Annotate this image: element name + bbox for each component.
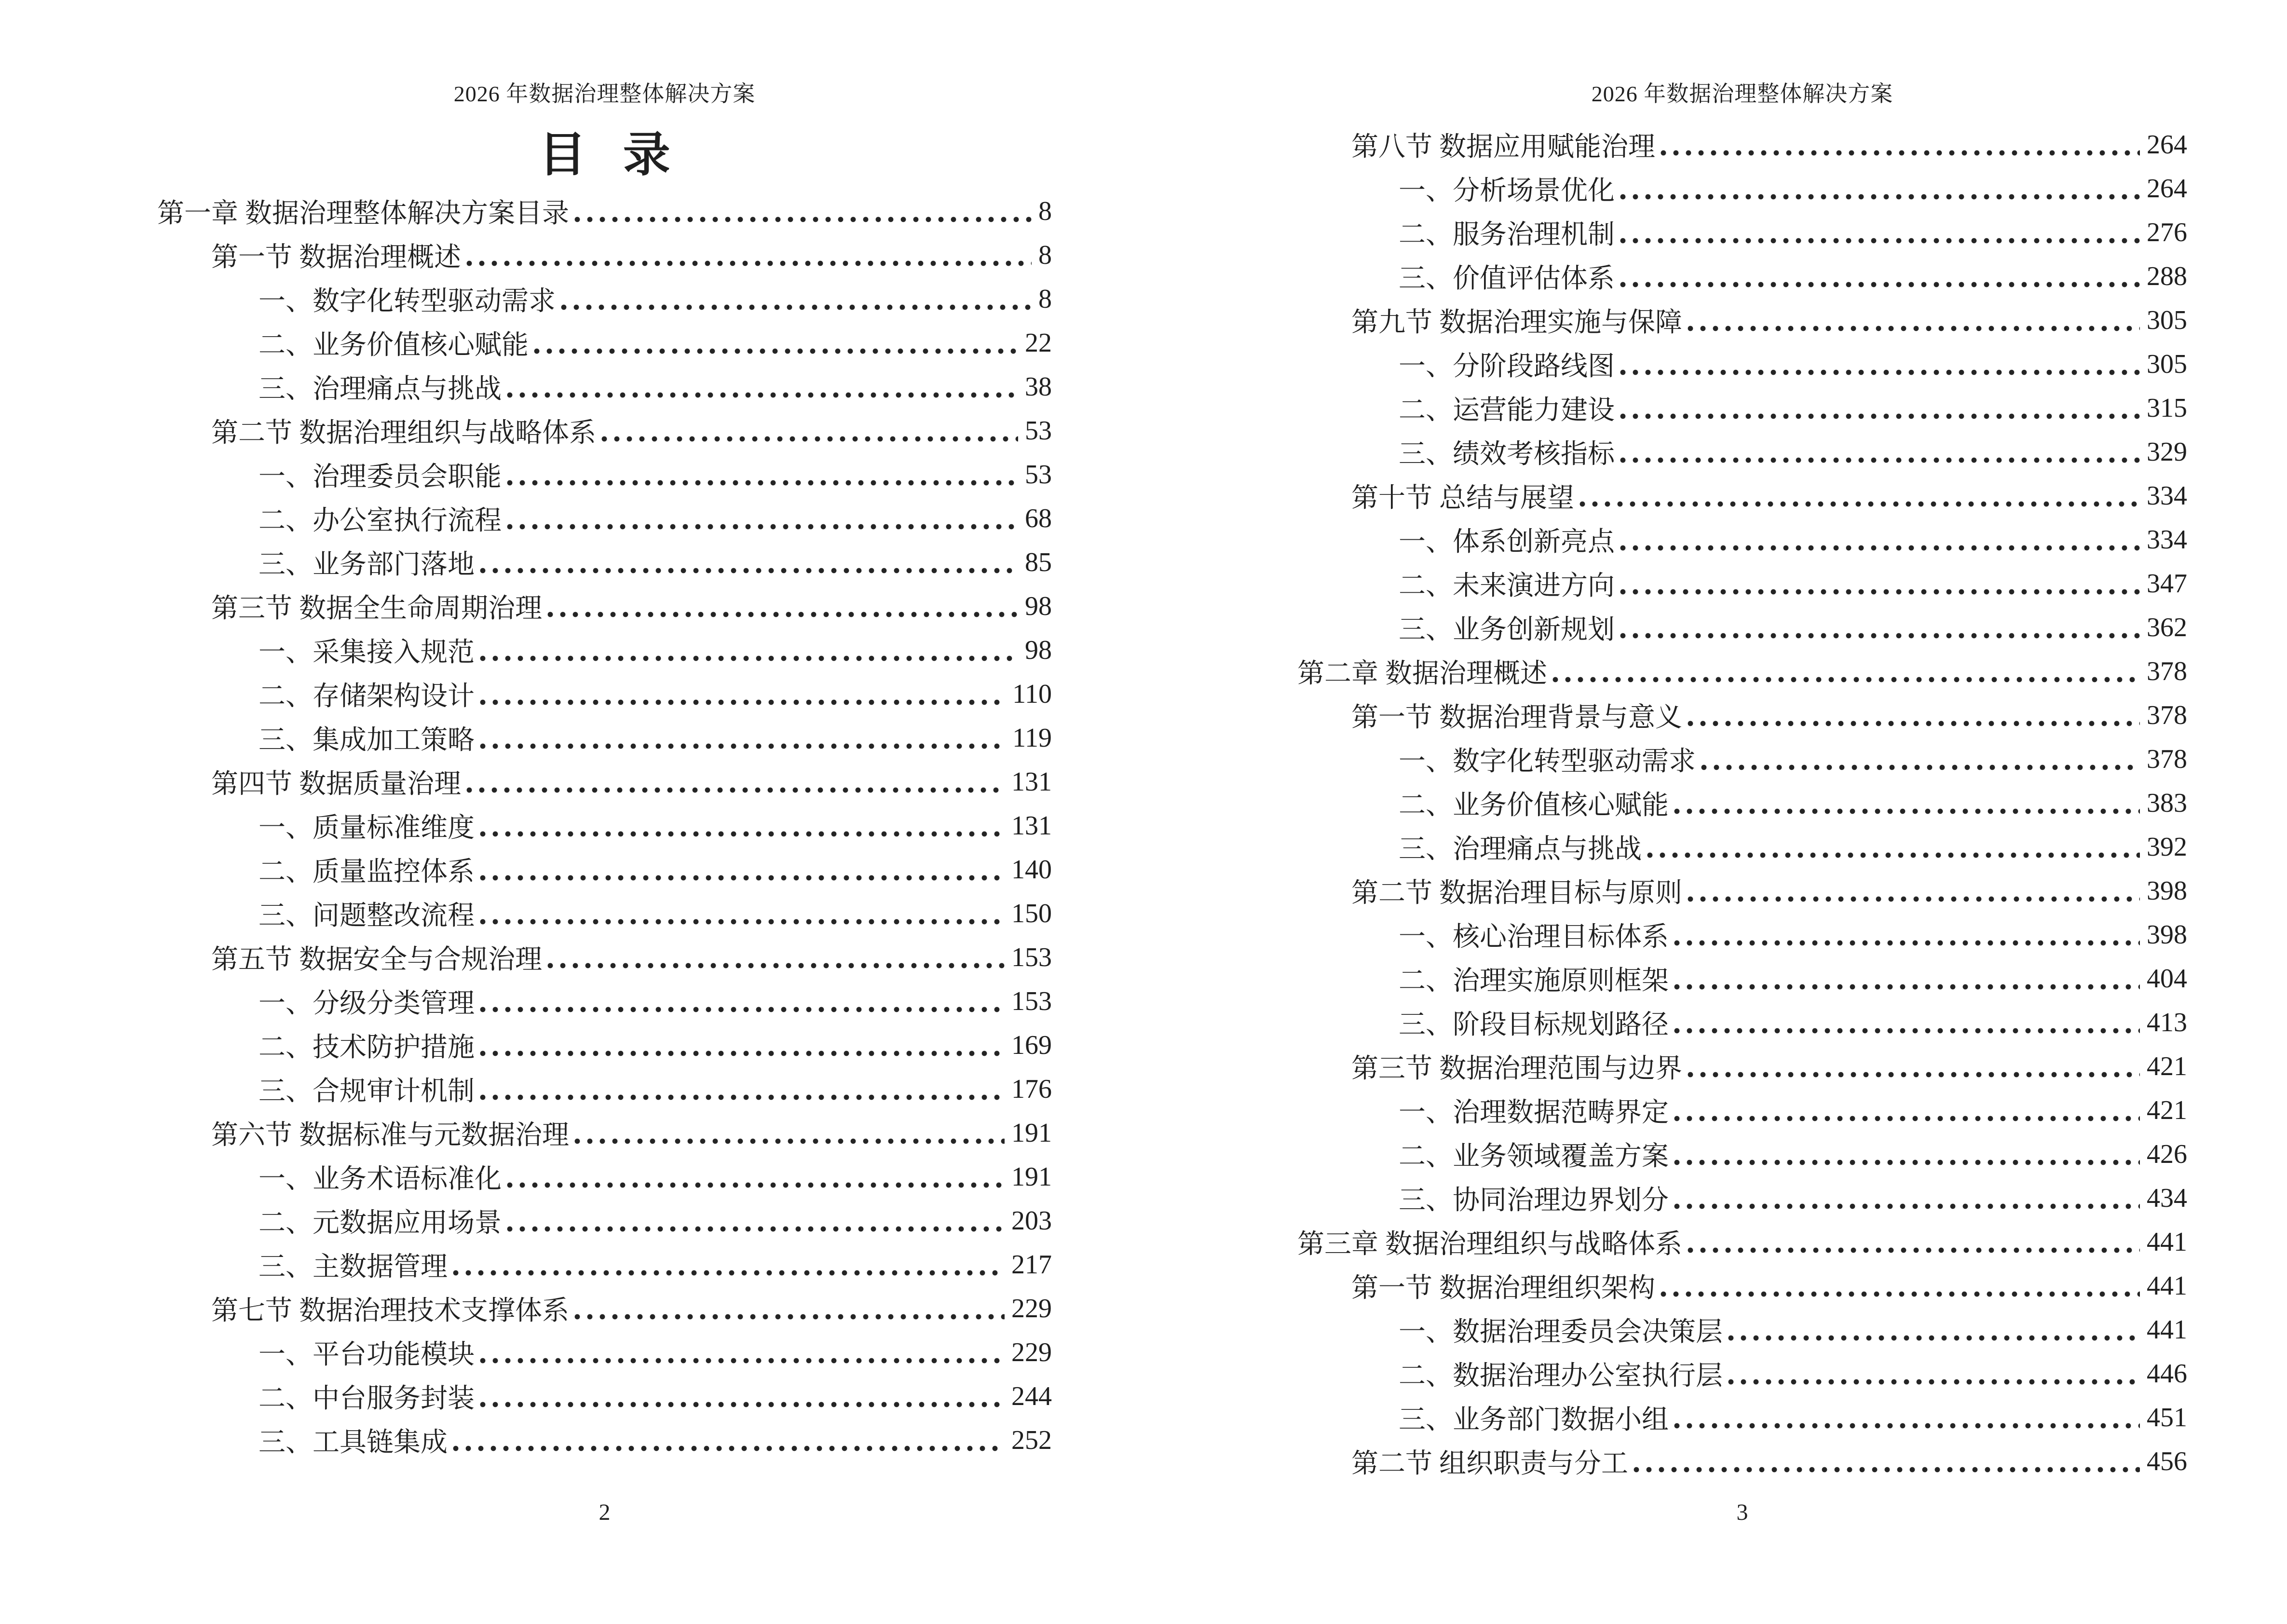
toc-entries-left — [157, 189, 1052, 1462]
toc-entry-page: 252 — [1011, 1425, 1052, 1455]
toc-entry-label: 三、治理痛点与挑战 — [259, 374, 502, 404]
toc-leader-dots — [1579, 501, 2140, 507]
toc-entry-page: 22 — [1025, 328, 1052, 358]
toc-leader-dots — [1674, 983, 2140, 990]
toc-entry-label: 一、分级分类管理 — [259, 988, 475, 1019]
toc-entry-page: 119 — [1012, 723, 1052, 753]
toc-entry — [157, 540, 1052, 584]
toc-entry-label: 一、质量标准维度 — [259, 813, 475, 843]
toc-entry-label: 一、分阶段路线图 — [1399, 351, 1615, 382]
toc-entry-page: 53 — [1025, 459, 1052, 490]
toc-entry-label: 第六节 数据标准与元数据治理 — [211, 1120, 569, 1150]
toc-entry-label: 三、价值评估体系 — [1399, 263, 1615, 294]
toc-entry-page: 229 — [1011, 1337, 1052, 1367]
toc-entry-page: 378 — [2147, 700, 2187, 730]
toc-leader-dots — [1728, 1378, 2140, 1385]
toc-leader-dots — [1620, 193, 2140, 200]
toc-entry-label: 一、业务术语标准化 — [259, 1164, 502, 1194]
toc-leader-dots — [560, 304, 1032, 311]
toc-entry-label: 二、技术防护措施 — [259, 1032, 475, 1063]
toc-entry — [157, 189, 1052, 233]
toc-leader-dots — [452, 1269, 1005, 1276]
toc-leader-dots — [506, 479, 1018, 486]
toc-entry-page: 176 — [1011, 1074, 1052, 1104]
toc-entry-label: 三、治理痛点与挑战 — [1399, 834, 1642, 864]
toc-leader-dots — [1660, 1291, 2140, 1297]
toc-entry-label: 一、治理委员会职能 — [259, 462, 502, 492]
toc-entry-label: 一、数字化转型驱动需求 — [1399, 746, 1696, 777]
toc-entry — [1297, 1220, 2187, 1264]
toc-entry — [1297, 1439, 2187, 1483]
toc-entries-right — [1297, 123, 2187, 1483]
toc-entry-label: 第三节 数据全生命周期治理 — [211, 593, 542, 624]
toc-leader-dots — [1674, 940, 2140, 946]
toc-entry — [1297, 474, 2187, 518]
toc-entry-label: 二、运营能力建设 — [1399, 395, 1615, 425]
toc-leader-dots — [479, 699, 1006, 706]
toc-entry — [1297, 781, 2187, 825]
toc-leader-dots — [479, 655, 1018, 662]
toc-entry — [1297, 956, 2187, 1000]
toc-leader-dots — [479, 918, 1005, 925]
toc-entry-label: 一、采集接入规范 — [259, 637, 475, 668]
toc-entry-page: 392 — [2147, 832, 2187, 862]
toc-entry — [157, 847, 1052, 891]
toc-entry-label: 一、治理数据范畴界定 — [1399, 1097, 1669, 1128]
toc-entry — [157, 804, 1052, 847]
toc-entry-page: 434 — [2147, 1183, 2187, 1213]
toc-entry — [1297, 1000, 2187, 1044]
toc-entry — [1297, 605, 2187, 649]
document-header: 2026 年数据治理整体解决方案 — [453, 82, 756, 106]
toc-entry-page: 98 — [1025, 635, 1052, 665]
toc-entry-label: 第九节 数据治理实施与保障 — [1351, 307, 1682, 338]
toc-entry — [157, 979, 1052, 1023]
toc-leader-dots — [1701, 764, 2140, 771]
toc-entry — [157, 1330, 1052, 1374]
toc-entry — [157, 628, 1052, 672]
toc-entry — [157, 233, 1052, 277]
toc-leader-dots — [506, 523, 1018, 530]
toc-entry — [1297, 518, 2187, 561]
toc-entry-label: 二、中台服务封装 — [259, 1383, 475, 1414]
toc-entry — [157, 716, 1052, 760]
toc-entry — [1297, 1044, 2187, 1088]
toc-entry-label: 二、业务价值核心赋能 — [259, 330, 529, 360]
toc-entry-page: 305 — [2147, 305, 2187, 335]
toc-leader-dots — [601, 436, 1018, 442]
toc-entry-label: 一、平台功能模块 — [259, 1339, 475, 1370]
toc-entry — [157, 584, 1052, 628]
toc-entry — [157, 891, 1052, 935]
toc-entry — [157, 1067, 1052, 1111]
toc-entry-page: 398 — [2147, 919, 2187, 950]
toc-entry-page: 362 — [2147, 612, 2187, 642]
toc-entry-page: 229 — [1011, 1293, 1052, 1324]
toc-leader-dots — [479, 1094, 1005, 1101]
toc-entry-page: 131 — [1011, 810, 1052, 841]
toc-entry-label: 二、业务价值核心赋能 — [1399, 790, 1669, 820]
toc-entry — [1297, 737, 2187, 781]
toc-leader-dots — [1674, 1159, 2140, 1166]
toc-entry-page: 347 — [2147, 568, 2187, 599]
toc-entry-page: 421 — [2147, 1051, 2187, 1081]
toc-entry — [157, 1111, 1052, 1155]
toc-entry-label: 第一节 数据治理概述 — [211, 242, 461, 273]
toc-entry-label: 第四节 数据质量治理 — [211, 769, 461, 799]
toc-entry-page: 441 — [2147, 1270, 2187, 1301]
toc-entry — [1297, 649, 2187, 693]
toc-entry — [1297, 123, 2187, 166]
toc-entry-page: 446 — [2147, 1358, 2187, 1389]
toc-entry-label: 三、业务部门落地 — [259, 549, 475, 580]
toc-entry-label: 第七节 数据治理技术支撑体系 — [211, 1296, 569, 1326]
toc-leader-dots — [547, 611, 1018, 618]
toc-entry-label: 一、核心治理目标体系 — [1399, 922, 1669, 952]
toc-entry — [1297, 298, 2187, 342]
toc-leader-dots — [1620, 281, 2140, 288]
toc-entry-label: 第三节 数据治理范围与边界 — [1351, 1053, 1682, 1084]
toc-entry-label: 三、工具链集成 — [259, 1427, 448, 1458]
toc-leader-dots — [1660, 150, 2140, 156]
toc-leader-dots — [574, 216, 1032, 223]
toc-entry-label: 二、服务治理机制 — [1399, 219, 1615, 250]
toc-leader-dots — [1674, 1203, 2140, 1210]
toc-entry — [157, 760, 1052, 804]
toc-entry-label: 第五节 数据安全与合规治理 — [211, 944, 542, 975]
toc-entry — [157, 409, 1052, 452]
toc-entry-label: 第一节 数据治理组织架构 — [1351, 1273, 1655, 1303]
toc-entry-page: 53 — [1025, 415, 1052, 446]
toc-entry — [1297, 254, 2187, 298]
toc-entry — [157, 452, 1052, 496]
toc-entry-page: 421 — [2147, 1095, 2187, 1125]
toc-leader-dots — [533, 348, 1018, 355]
toc-entry-page: 110 — [1012, 679, 1052, 709]
toc-entry — [157, 365, 1052, 409]
toc-entry-label: 三、合规审计机制 — [259, 1076, 475, 1106]
toc-entry — [1297, 913, 2187, 956]
toc-entry-page: 288 — [2147, 261, 2187, 291]
toc-leader-dots — [1552, 676, 2140, 683]
toc-entry-page: 8 — [1038, 284, 1052, 314]
toc-entry-label: 第一章 数据治理整体解决方案目录 — [157, 198, 569, 229]
toc-entry — [1297, 342, 2187, 386]
toc-entry-label: 第二节 数据治理目标与原则 — [1351, 878, 1682, 908]
toc-leader-dots — [1620, 369, 2140, 376]
toc-page-3 — [1144, 0, 2287, 1624]
toc-entry — [157, 1023, 1052, 1067]
toc-leader-dots — [1620, 237, 2140, 244]
toc-leader-dots — [1687, 896, 2140, 902]
toc-entry-page: 140 — [1011, 854, 1052, 885]
toc-entry — [157, 1155, 1052, 1199]
toc-entry — [1297, 1088, 2187, 1132]
toc-leader-dots — [479, 874, 1005, 881]
toc-entry — [157, 496, 1052, 540]
toc-entry-label: 第八节 数据应用赋能治理 — [1351, 132, 1655, 162]
toc-leader-dots — [479, 1006, 1005, 1013]
toc-leader-dots — [1687, 1071, 2140, 1078]
toc-entry-label: 三、集成加工策略 — [259, 725, 475, 755]
page-number: 2 — [599, 1500, 611, 1525]
toc-entry-label: 三、业务创新规划 — [1399, 614, 1615, 645]
toc-leader-dots — [1687, 720, 2140, 727]
toc-entry-page: 8 — [1038, 240, 1052, 270]
toc-entry-page: 153 — [1011, 942, 1052, 972]
toc-leader-dots — [506, 1182, 1005, 1188]
toc-entry-page: 276 — [2147, 217, 2187, 247]
toc-entry-label: 二、办公室执行流程 — [259, 505, 502, 536]
toc-entry-label: 三、主数据管理 — [259, 1252, 448, 1282]
toc-entry-page: 315 — [2147, 393, 2187, 423]
toc-entry-label: 第三章 数据治理组织与战略体系 — [1297, 1229, 1682, 1259]
toc-title: 目 录 — [539, 129, 670, 181]
toc-leader-dots — [1674, 1027, 2140, 1034]
toc-entry-page: 191 — [1011, 1118, 1052, 1148]
toc-entry-page: 169 — [1011, 1030, 1052, 1060]
toc-entry-page: 191 — [1011, 1161, 1052, 1192]
toc-leader-dots — [479, 1357, 1005, 1364]
toc-entry-page: 398 — [2147, 875, 2187, 906]
toc-entry — [1297, 1132, 2187, 1176]
toc-leader-dots — [1633, 1466, 2140, 1473]
toc-entry — [1297, 561, 2187, 605]
toc-entry — [1297, 386, 2187, 430]
toc-entry-page: 264 — [2147, 173, 2187, 204]
toc-entry-label: 二、存储架构设计 — [259, 681, 475, 711]
toc-entry-label: 二、元数据应用场景 — [259, 1208, 502, 1238]
toc-entry-page: 68 — [1025, 503, 1052, 533]
toc-entry — [157, 1199, 1052, 1242]
toc-leader-dots — [466, 260, 1032, 267]
toc-leader-dots — [574, 1313, 1005, 1320]
toc-leader-dots — [1674, 808, 2140, 815]
toc-entry — [1297, 1176, 2187, 1220]
toc-entry-page: 378 — [2147, 744, 2187, 774]
toc-entry-label: 二、质量监控体系 — [259, 857, 475, 887]
toc-entry-label: 三、业务部门数据小组 — [1399, 1405, 1669, 1435]
toc-entry-label: 二、未来演进方向 — [1399, 571, 1615, 601]
page-number: 3 — [1736, 1500, 1748, 1525]
toc-entry-page: 153 — [1011, 986, 1052, 1016]
toc-leader-dots — [479, 831, 1005, 837]
toc-entry-page: 451 — [2147, 1402, 2187, 1433]
toc-entry — [157, 1242, 1052, 1286]
toc-entry — [1297, 693, 2187, 737]
toc-entry-page: 217 — [1011, 1249, 1052, 1280]
toc-entry-label: 第一节 数据治理背景与意义 — [1351, 702, 1682, 733]
toc-entry-label: 二、治理实施原则框架 — [1399, 966, 1669, 996]
toc-entry-page: 378 — [2147, 656, 2187, 686]
toc-entry-page: 334 — [2147, 480, 2187, 511]
document-header: 2026 年数据治理整体解决方案 — [1591, 82, 1893, 106]
toc-leader-dots — [574, 1138, 1005, 1145]
toc-entry-page: 404 — [2147, 963, 2187, 994]
toc-entry-label: 三、阶段目标规划路径 — [1399, 1010, 1669, 1040]
toc-entry-page: 334 — [2147, 524, 2187, 555]
toc-entry-page: 203 — [1011, 1205, 1052, 1236]
toc-entry-label: 第二节 组织职责与分工 — [1351, 1448, 1628, 1479]
toc-entry — [157, 1374, 1052, 1418]
toc-entry-page: 98 — [1025, 591, 1052, 621]
toc-entry — [1297, 210, 2187, 254]
toc-entry-page: 413 — [2147, 1007, 2187, 1037]
toc-entry-label: 一、数字化转型驱动需求 — [259, 286, 556, 316]
toc-leader-dots — [1620, 457, 2140, 464]
toc-entry-page: 383 — [2147, 788, 2187, 818]
toc-entry-page: 441 — [2147, 1314, 2187, 1345]
toc-entry-page: 150 — [1011, 898, 1052, 928]
toc-leader-dots — [479, 567, 1018, 574]
toc-leader-dots — [1620, 545, 2140, 551]
toc-entry — [157, 1286, 1052, 1330]
toc-entry — [1297, 825, 2187, 869]
toc-entry — [1297, 430, 2187, 474]
toc-entry — [1297, 1308, 2187, 1351]
toc-entry-page: 85 — [1025, 547, 1052, 577]
toc-entry-page: 456 — [2147, 1446, 2187, 1476]
toc-entry-label: 一、体系创新亮点 — [1399, 527, 1615, 557]
toc-entry — [1297, 1395, 2187, 1439]
toc-entry-label: 三、问题整改流程 — [259, 901, 475, 931]
toc-entry-page: 131 — [1011, 766, 1052, 797]
toc-leader-dots — [479, 1050, 1005, 1057]
toc-entry — [1297, 1264, 2187, 1308]
toc-entry-label: 三、协同治理边界划分 — [1399, 1185, 1669, 1215]
toc-entry-label: 二、数据治理办公室执行层 — [1399, 1361, 1723, 1391]
toc-entry-label: 二、业务领域覆盖方案 — [1399, 1141, 1669, 1172]
toc-entry — [157, 277, 1052, 321]
toc-entry-label: 一、数据治理委员会决策层 — [1399, 1317, 1723, 1347]
toc-leader-dots — [466, 787, 1005, 793]
toc-entry — [1297, 166, 2187, 210]
toc-entry — [157, 1418, 1052, 1462]
toc-leader-dots — [1620, 413, 2140, 420]
toc-entry-label: 三、绩效考核指标 — [1399, 439, 1615, 469]
toc-leader-dots — [479, 1401, 1005, 1408]
toc-entry-page: 8 — [1038, 196, 1052, 226]
toc-entry-page: 426 — [2147, 1139, 2187, 1169]
toc-entry — [1297, 869, 2187, 913]
toc-entry-label: 第十节 总结与展望 — [1351, 483, 1574, 513]
toc-entry-page: 329 — [2147, 437, 2187, 467]
toc-leader-dots — [506, 1226, 1005, 1232]
toc-leader-dots — [1728, 1335, 2140, 1341]
toc-leader-dots — [547, 962, 1005, 969]
toc-leader-dots — [1620, 588, 2140, 595]
toc-entry — [157, 935, 1052, 979]
toc-entry — [157, 321, 1052, 365]
toc-leader-dots — [1674, 1115, 2140, 1122]
toc-entry-page: 244 — [1011, 1381, 1052, 1411]
toc-entry — [157, 672, 1052, 716]
toc-entry-label: 第二节 数据治理组织与战略体系 — [211, 418, 596, 448]
toc-leader-dots — [1687, 325, 2140, 332]
toc-leader-dots — [1687, 1247, 2140, 1254]
toc-entry-label: 一、分析场景优化 — [1399, 176, 1615, 206]
toc-leader-dots — [452, 1445, 1005, 1452]
toc-entry-page: 305 — [2147, 349, 2187, 379]
toc-leader-dots — [506, 392, 1018, 398]
toc-entry-page: 441 — [2147, 1227, 2187, 1257]
toc-leader-dots — [1620, 632, 2140, 639]
toc-leader-dots — [1674, 1422, 2140, 1429]
toc-entry-page: 264 — [2147, 129, 2187, 160]
toc-leader-dots — [479, 743, 1006, 750]
toc-entry-label: 第二章 数据治理概述 — [1297, 658, 1547, 689]
toc-leader-dots — [1647, 852, 2140, 859]
toc-entry — [1297, 1351, 2187, 1395]
toc-entry-page: 38 — [1025, 371, 1052, 402]
